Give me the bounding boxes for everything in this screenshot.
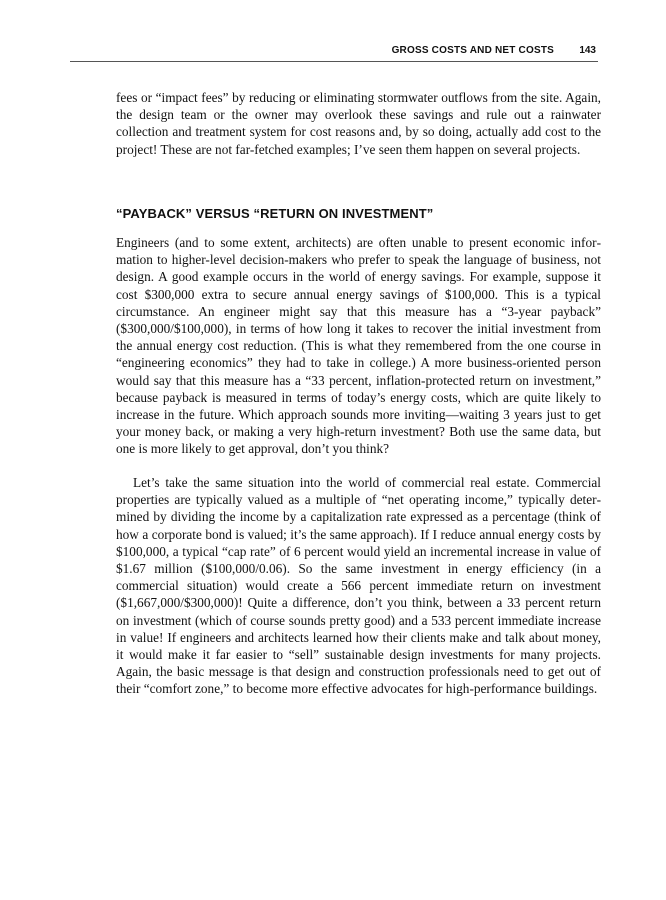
running-title: GROSS COSTS AND NET COSTS bbox=[391, 45, 554, 56]
body-paragraph-2: Let’s take the same situation into the world of commercial real estate. Commercial properties are typically valued as a multiple of “net operating income,” typically determined by dividing the income by a capitalization rate expressed as a percentage (think of how a corporate bond is valued; it’s the same approach). If I reduce annual energy costs by $100,000, a typical “cap rate” of 6 percent would yield an incremental increase in value of $1.67 million ($100,000/0.06). So the same investment in energy efficiency (in a commercial situation) would create a 566 percent immediate return on investment ($1,667,000/$300,000)! Quite a difference, don’t you think, between a 33 percent return on investment (which of course sounds pretty good) and a 533 percent immediate increase in value! If engineers and architects learned how their clients make and talk about money, it would make it far easier to “sell” sustainable design investments for many projects. Again, the basic message is that design and construction professionals need to get out of their “comfort zone,” to become more effective advocates for high-performance buildings. bbox=[116, 475, 601, 697]
intro-paragraph: fees or “impact fees” by reducing or eliminating stormwater outflows from the site. Again, the design team or the owner may overlook these savings and rule out a rainwater collection and treatment system for cost reasons and, by so doing, actually add cost to the project! These are not far-fetched examples; I’ve seen them happen on several projects. bbox=[116, 90, 601, 157]
running-header bbox=[70, 44, 598, 62]
page-number: 143 bbox=[579, 45, 596, 56]
body-paragraph-1: Engineers (and to some extent, architects) are often unable to present economic information to higher-level decision-makers who prefer to speak the language of business, not design. A good example occurs in the world of energy savings. For example, suppose it cost $300,000 extra to secure annual energy savings of $100,000. This is a typical circumstance. An engineer might say that this measure has a “3-year payback” ($300,000/$100,000), in terms of how long it takes to recover the initial investment from the annual energy cost reduction. (This is what they remembered from the one course in “engineering economics” they had to take in college.) A more business-oriented person would say that this measure has a “33 percent, inflation-protected return on investment,” because payback is measured in terms of today’s energy costs, which are quite likely to increase in the future. Which approach sounds more inviting—waiting 3 years just to get your money back, or making a very high-return investment? Both use the same data, but one is more likely to get approval, don’t you think? bbox=[116, 235, 601, 457]
section-heading: “PAYBACK” VERSUS “RETURN ON INVESTMENT” bbox=[116, 206, 434, 221]
